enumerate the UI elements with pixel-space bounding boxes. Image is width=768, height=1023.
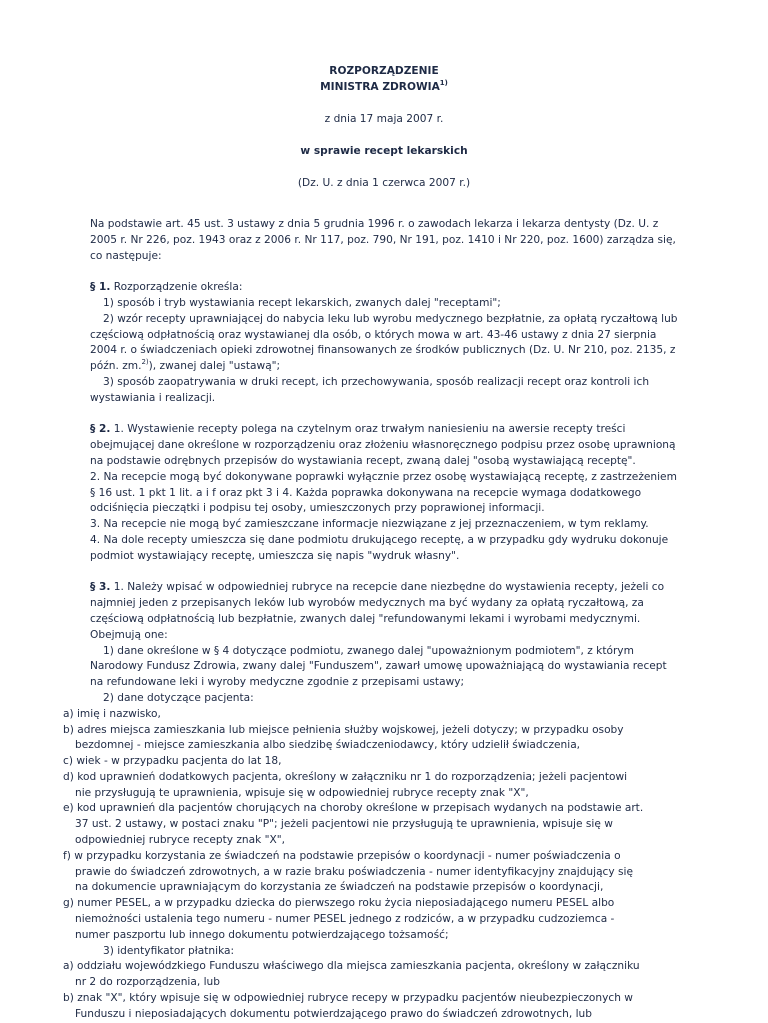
document-body (63, 217, 682, 1023)
section-2-para-4: 4. Na dole recepty umieszcza się dane podmiotu drukującego receptę, a w przypadku gdy wydruku dokonuje podmiot wystawiający receptę, umieszcza się napis "wydruk własny". (90, 533, 669, 562)
section-3-item-a: a) imię i nazwisko, (63, 707, 161, 720)
section-1-mark: § 1. (90, 281, 111, 294)
section-3-item-a2: a) oddziału wojewódzkiego Funduszu właściwego dla miejsca zamieszkania pacjenta, określony w załączniku nr 2 do rozporządzenia, lub (63, 960, 640, 989)
title-line-2 (0, 80, 768, 96)
section-2-para-3: 3. Na recepcie nie mogą być zamieszczane informacje niezwiązane z jej przeznaczeniem, w tym reklamy. (90, 518, 649, 531)
section-3-item-d: d) kod uprawnień dodatkowych pacjenta, określony w załączniku nr 1 do rozporządzenia; jeżeli pacjentowi nie przysługują te uprawnienia, wpisuje się w odpowiedniej rubryce recepty znak "X", (63, 770, 628, 799)
section-3-item-e: e) kod uprawnień dla pacjentów chorujących na choroby określone w przepisach wydanych na podstawie art. 37 ust. 2 ustawy, w postaci znaku "P"; jeżeli pacjentowi nie przysługują te uprawnienia, wpisuje się w odpowiedniej rubryce recepty znak "X", (63, 802, 644, 847)
section-2-para-2: 2. Na recepcie mogą być dokonywane poprawki wyłącznie przez osobę wystawiającą receptę, z zastrzeżeniem § 16 ust. 1 pkt 1 lit. a i f oraz pkt 3 i 4. Każda poprawka dokonywana na recepcie wymaga dodatkowego odciśnięcia pieczątki i podpisu tej osoby, umieszczonych przy poprawionej informacji. (90, 470, 677, 515)
footnote-2: 2) (141, 358, 149, 367)
section-2-para-1: § 2. 1. Wystawienie recepty polega na czytelnym oraz trwałym naniesieniu na awersie recepty treści obejmującej dane określone w rozporządzeniu oraz złożeniu własnoręcznego podpisu przez osobę uprawnioną na podstawie odrębnych przepisów do wystawiania recept, zwaną dalej "osobą wystawiającą receptę". (90, 423, 676, 467)
section-1-point-1: 1) sposób i tryb wystawiania recept lekarskich, zwanych dalej "receptami"; (103, 296, 501, 309)
section-3-item-b2: b) znak "X", który wpisuje się w odpowiedniej rubryce recepy w przypadku pacjentów nieubezpieczonych w Funduszu i nieposiadających dokumentu potwierdzającego prawo do świadczeń zdrowotnych, lub (63, 992, 633, 1020)
section-1-point-2: 2) wzór recepty uprawniającej do nabycia leku lub wyrobu medycznego bezpłatnie, za opłatą ryczałtową lub częściową odpłatnością oraz wystawianej dla osób, o których mowa w art. 43-46 ustawy z dnia 27 sierpnia 2004 r. o świadczeniach opieki zdrowotnej finansowanych ze środków publicznych (Dz. U. Nr 210, poz. 2135, z późn. zm.$^{2)}$), zwanej dalej "ustawą"; (90, 312, 678, 373)
document-date: z dnia 17 maja 2007 r. (324, 113, 444, 125)
section-3-point-1: 1) dane określone w § 4 dotyczące podmiotu, zwanego dalej "upoważnionym podmiotem", z którym Narodowy Fundusz Zdrowia, zwany dalej "Funduszem", zawarł umowę upoważniającą do wystawiania recept na refundowane leki i wyroby medyczne zgodnie z przepisami ustawy; (90, 644, 667, 689)
preamble: Na podstawie art. 45 ust. 3 ustawy z dnia 5 grudnia 1996 r. o zawodach lekarza i lekarza dentysty (Dz. U. z 2005 r. Nr 226, poz. 1943 oraz z 2006 r. Nr 117, poz. 790, Nr 191, poz. 1410 i Nr 220, poz. 1600) zarządza się, co następuje: (90, 218, 676, 262)
section-3-item-c: c) wiek - w przypadku pacjenta do lat 18, (63, 755, 282, 768)
section-3-point-2: 2) dane dotyczące pacjenta: (103, 691, 254, 704)
publication-reference: (Dz. U. z dnia 1 czerwca 2007 r.) (297, 177, 471, 189)
section-3-item-f: f) w przypadku korzystania ze świadczeń na podstawie przepisów o koordynacji - numer poświadczenia o prawie do świadczeń zdrowotnych, a w razie braku poświadczenia - numer identyfikacyjny znajdujący się na dokumencie uprawniającym do korzystania ze świadczeń na podstawie przepisów o koordynacji, (63, 849, 633, 894)
document-subject: w sprawie recept lekarskich (300, 145, 468, 157)
section-2-mark: § 2. (90, 423, 111, 436)
title-line-1: ROZPORZĄDZENIE (329, 65, 439, 77)
section-3-para-1: § 3. 1. Należy wpisać w odpowiedniej rubryce na recepcie dane niezbędne do wystawienia recepty, jeżeli co najmniej jeden z przepisanych leków lub wyrobów medycznych ma być wydany za opłatą ryczałtową, za częściową odpłatnością lub bezpłatnie, zwanych dalej "refundowanymi lekami i wyrobami medycznymi. Obejmują one: (90, 581, 665, 641)
section-3-item-b: b) adres miejsca zamieszkania lub miejsce pełnienia służby wojskowej, jeżeli dotyczy; w przypadku osoby bezdomnej - miejsce zamieszkania albo siedzibę świadczeniodawcy, który udzielił świadczenia, (63, 723, 624, 752)
section-3-point-3: 3) identyfikator płatnika: (103, 944, 235, 957)
section-3-item-g: g) numer PESEL, a w przypadku dziecka do pierwszego roku życia nieposiadającego numeru PESEL albo niemożności ustalenia tego numeru - numer PESEL jednego z rodziców, a w przypadku cudzoziemca - numer paszportu lub innego dokumentu potwierdzającego tożsamość; (63, 897, 615, 941)
title-footnote: 1) (439, 79, 448, 87)
section-1-intro: § 1. Rozporządzenie określa: (90, 281, 243, 294)
section-3-mark: § 3. (90, 581, 111, 594)
section-1-point-3: 3) sposób zaopatrywania w druki recept, ich przechowywania, sposób realizacji recept oraz kontroli ich wystawiania i realizacji. (90, 375, 650, 404)
title-text: MINISTRA ZDROWIA (320, 81, 440, 93)
